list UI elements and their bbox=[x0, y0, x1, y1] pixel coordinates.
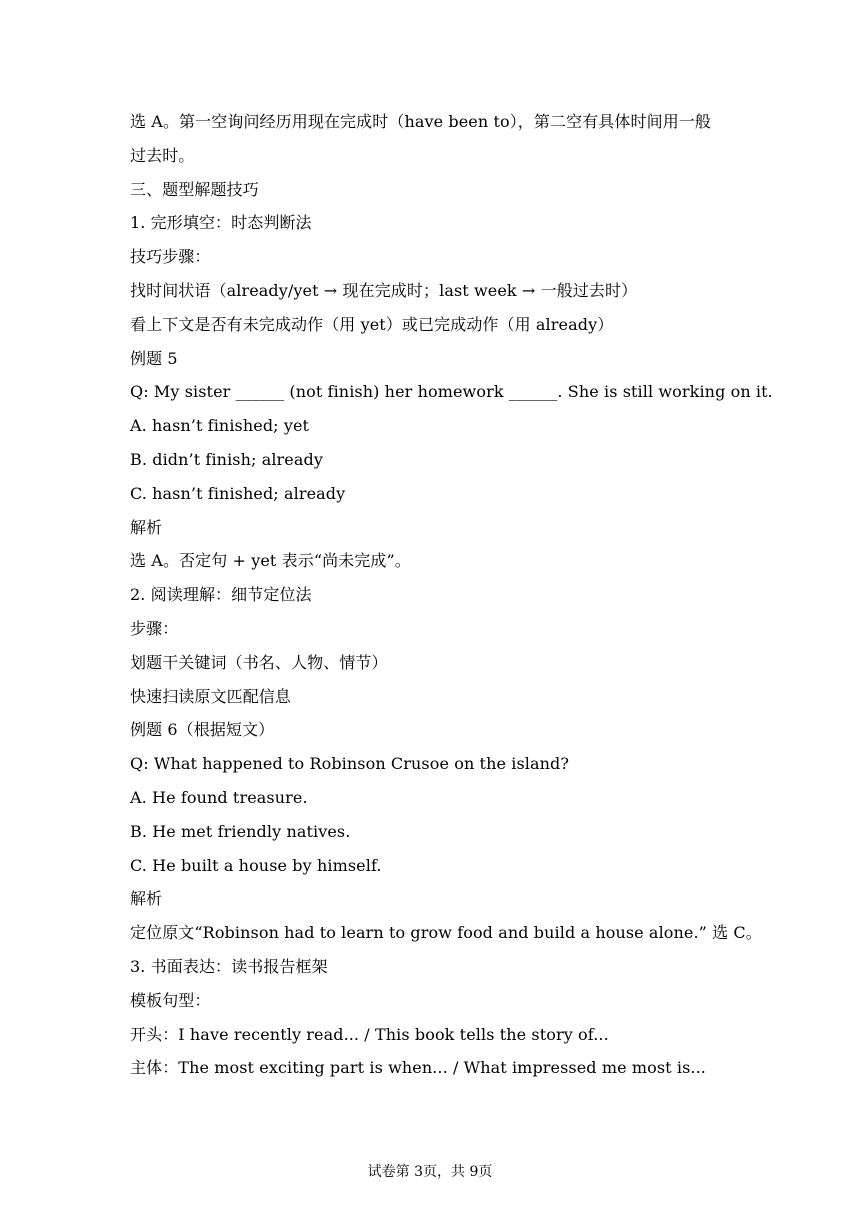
example-label: 例题 5 bbox=[130, 348, 178, 368]
subsection-heading: 2. 阅读理解：细节定位法 bbox=[130, 585, 312, 605]
option-a: A. He found treasure. bbox=[130, 787, 308, 807]
text-line: 找时间状语（already/yet → 现在完成时；last week → 一般过去时） bbox=[130, 280, 638, 300]
analysis-text: 定位原文“Robinson had to learn to grow food and build a house alone.” 选 C。 bbox=[130, 923, 762, 943]
option-a: A. hasn’t finished; yet bbox=[130, 416, 310, 436]
text-line: 选 A。第一空询问经历用现在完成时（have been to），第二空有具体时间用一般 bbox=[130, 112, 712, 131]
section-heading: 三、题型解题技巧 bbox=[130, 179, 259, 199]
page-footer: 试卷第 3页，共 9页 bbox=[367, 1164, 493, 1180]
text-line: 步骤： bbox=[130, 618, 179, 638]
analysis-label: 解析 bbox=[130, 889, 163, 909]
text-line: 快速扫读原文匹配信息 bbox=[130, 686, 292, 706]
subsection-heading: 3. 书面表达：读书报告框架 bbox=[130, 956, 328, 976]
option-c: C. He built a house by himself. bbox=[130, 855, 382, 875]
template-sentence: 开头：I have recently read... / This book tells the story of... bbox=[130, 1024, 609, 1044]
document-body bbox=[130, 105, 773, 1085]
text-line: 模板句型： bbox=[130, 990, 211, 1010]
example-label: 例题 6（根据短文） bbox=[130, 720, 275, 740]
option-b: B. didn’t finish; already bbox=[130, 449, 323, 469]
option-c: C. hasn’t finished; already bbox=[130, 483, 346, 503]
analysis-text: 选 A。否定句 + yet 表示“尚未完成”。 bbox=[130, 551, 411, 571]
option-b: B. He met friendly natives. bbox=[130, 821, 351, 841]
subsection-heading: 1. 完形填空：时态判断法 bbox=[130, 213, 312, 233]
text-line: 看上下文是否有未完成动作（用 yet）或已完成动作（用 already） bbox=[130, 314, 614, 334]
question-text: Q: What happened to Robinson Crusoe on the island? bbox=[130, 754, 570, 774]
template-sentence: 主体：The most exciting part is when... / What impressed me most is... bbox=[130, 1058, 706, 1078]
text-line: 划题干关键词（书名、人物、情节） bbox=[130, 652, 388, 672]
analysis-label: 解析 bbox=[130, 517, 163, 537]
text-line: 技巧步骤： bbox=[130, 247, 211, 267]
text-line: 过去时。 bbox=[130, 145, 195, 165]
question-text: Q: My sister ______ (not finish) her homework ______. She is still working on it. bbox=[130, 382, 773, 402]
